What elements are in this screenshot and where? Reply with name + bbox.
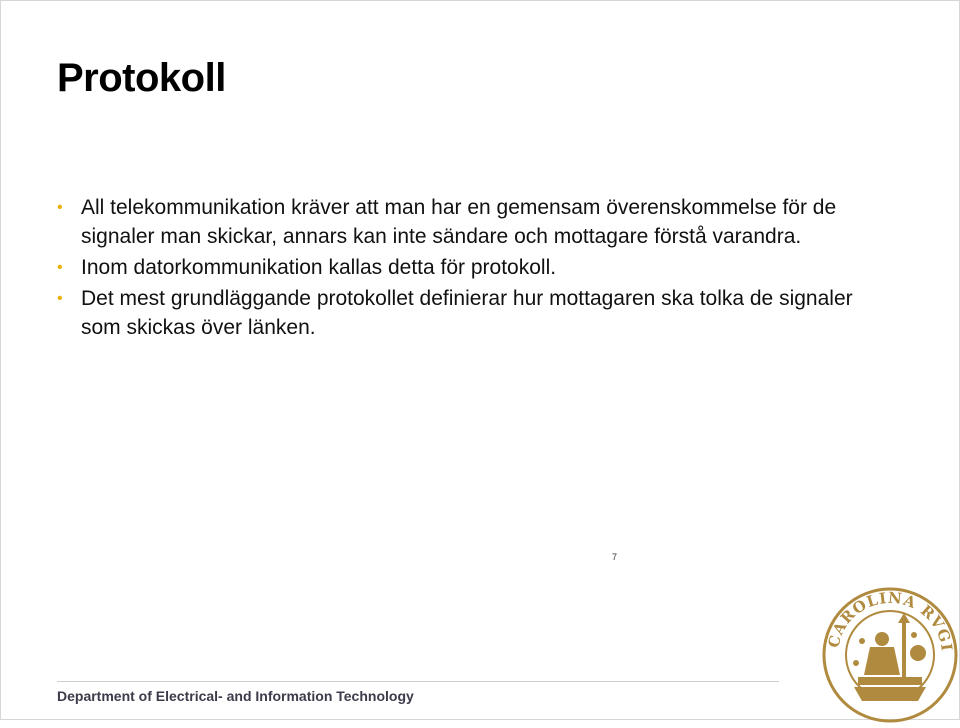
bullet-item bbox=[57, 193, 857, 251]
seal-graphic bbox=[818, 583, 958, 723]
slide-title: Protokoll bbox=[57, 56, 226, 100]
bullet-text: Det mest grundläggande protokollet definierar hur mottagaren ska tolka de signaler som skickas över länken. bbox=[81, 287, 853, 339]
bullet-marker: • bbox=[57, 199, 63, 216]
page-number: 7 bbox=[612, 552, 618, 562]
seal-text: CAROLINA RVGI bbox=[824, 588, 956, 653]
bullet-marker: • bbox=[57, 290, 63, 307]
footer-divider bbox=[57, 681, 779, 682]
bullet-item bbox=[57, 253, 857, 282]
bullet-text: All telekommunikation kräver att man har en gemensam överenskommelse för de signaler man skickar, annars kan inte sändare och mottagare förstå varandra. bbox=[81, 196, 837, 248]
footer-department: Department of Electrical- and Information Technology bbox=[57, 688, 414, 704]
bullet-item bbox=[57, 284, 857, 342]
bullet-list bbox=[57, 193, 857, 344]
bullet-marker: • bbox=[57, 259, 63, 276]
bullet-text: Inom datorkommunikation kallas detta för protokoll. bbox=[81, 256, 557, 279]
university-seal-icon bbox=[818, 583, 956, 693]
